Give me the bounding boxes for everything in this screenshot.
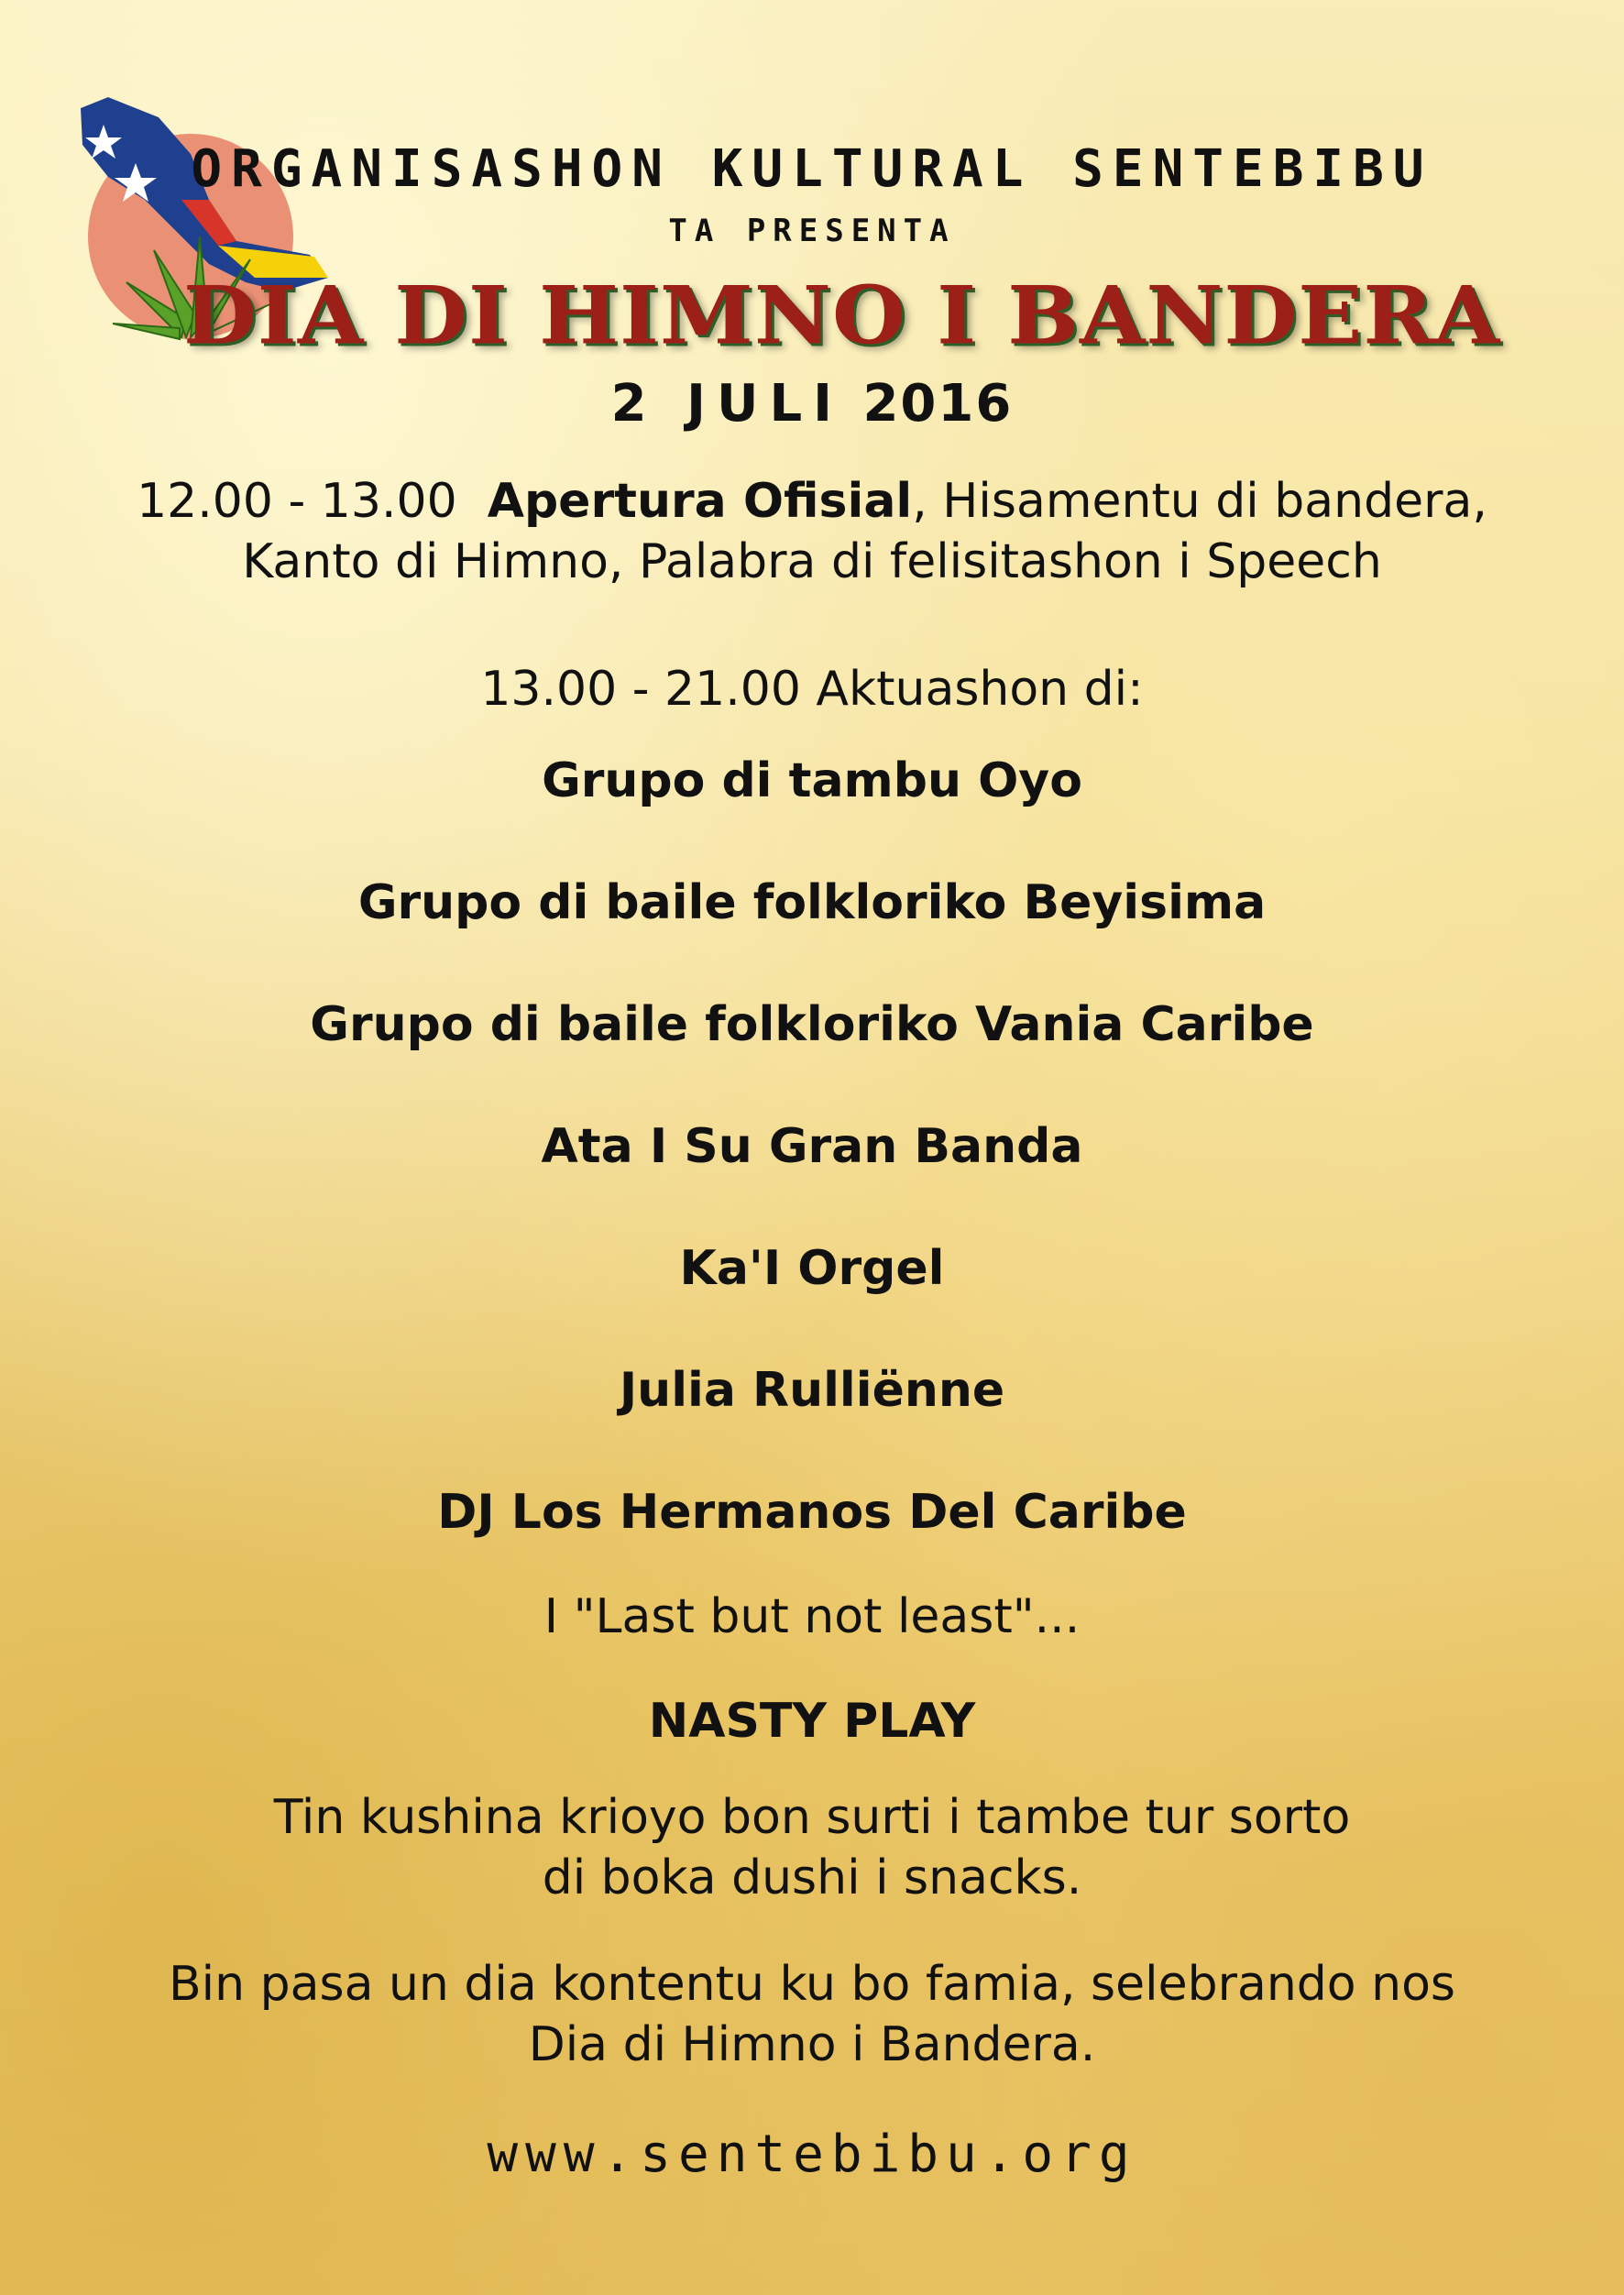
event-title: DIA DI HIMNO I BANDERA xyxy=(183,268,1501,363)
event-date-day-month: 2 JULI xyxy=(610,374,843,434)
performer-item: DJ Los Hermanos Del Caribe xyxy=(437,1485,1187,1540)
invite-line-2: Dia di Himno i Bandera. xyxy=(528,2017,1096,2072)
opening-rest: , Hisamentu di bandera, xyxy=(912,474,1487,529)
opening-line-2: Kanto di Himno, Palabra di felisitashon i Speech xyxy=(242,534,1382,589)
website-link[interactable]: www.sentebibu.org xyxy=(487,2125,1137,2184)
event-date xyxy=(0,374,1624,434)
opening-schedule xyxy=(0,471,1624,592)
performer-item: Julia Rulliënne xyxy=(619,1363,1005,1418)
event-date-year: 2016 xyxy=(862,374,1014,434)
performer-item: Grupo di baile folkloriko Vania Caribe xyxy=(310,997,1314,1052)
opening-highlight: Apertura Ofisial xyxy=(487,474,913,529)
closing-note: I "Last but not least"... xyxy=(543,1589,1081,1644)
presents-label: TA PRESENTA xyxy=(668,213,956,249)
opening-line-1 xyxy=(0,471,1624,532)
food-info xyxy=(0,1787,1624,1908)
invite-line-1: Bin pasa un dia kontentu ku bo famia, selebrando nos xyxy=(169,1957,1455,2012)
food-line-2: di boka dushi i snacks. xyxy=(542,1850,1082,1905)
performer-item: Ata I Su Gran Banda xyxy=(541,1119,1083,1174)
performer-item: Grupo di tambu Oyo xyxy=(542,753,1082,808)
food-line-1: Tin kushina krioyo bon surti i tambe tur sorto xyxy=(273,1790,1351,1845)
organization-name: ORGANISASHON KULTURAL SENTEBIBU xyxy=(191,139,1433,199)
headliner: NASTY PLAY xyxy=(648,1694,976,1749)
opening-time: 12.00 - 13.00 xyxy=(137,474,457,529)
performer-item: Grupo di baile folkloriko Beyisima xyxy=(357,875,1267,930)
acts-intro: 13.00 - 21.00 Aktuashon di: xyxy=(480,662,1144,717)
performer-item: Ka'I Orgel xyxy=(679,1241,945,1296)
invitation xyxy=(0,1954,1624,2075)
